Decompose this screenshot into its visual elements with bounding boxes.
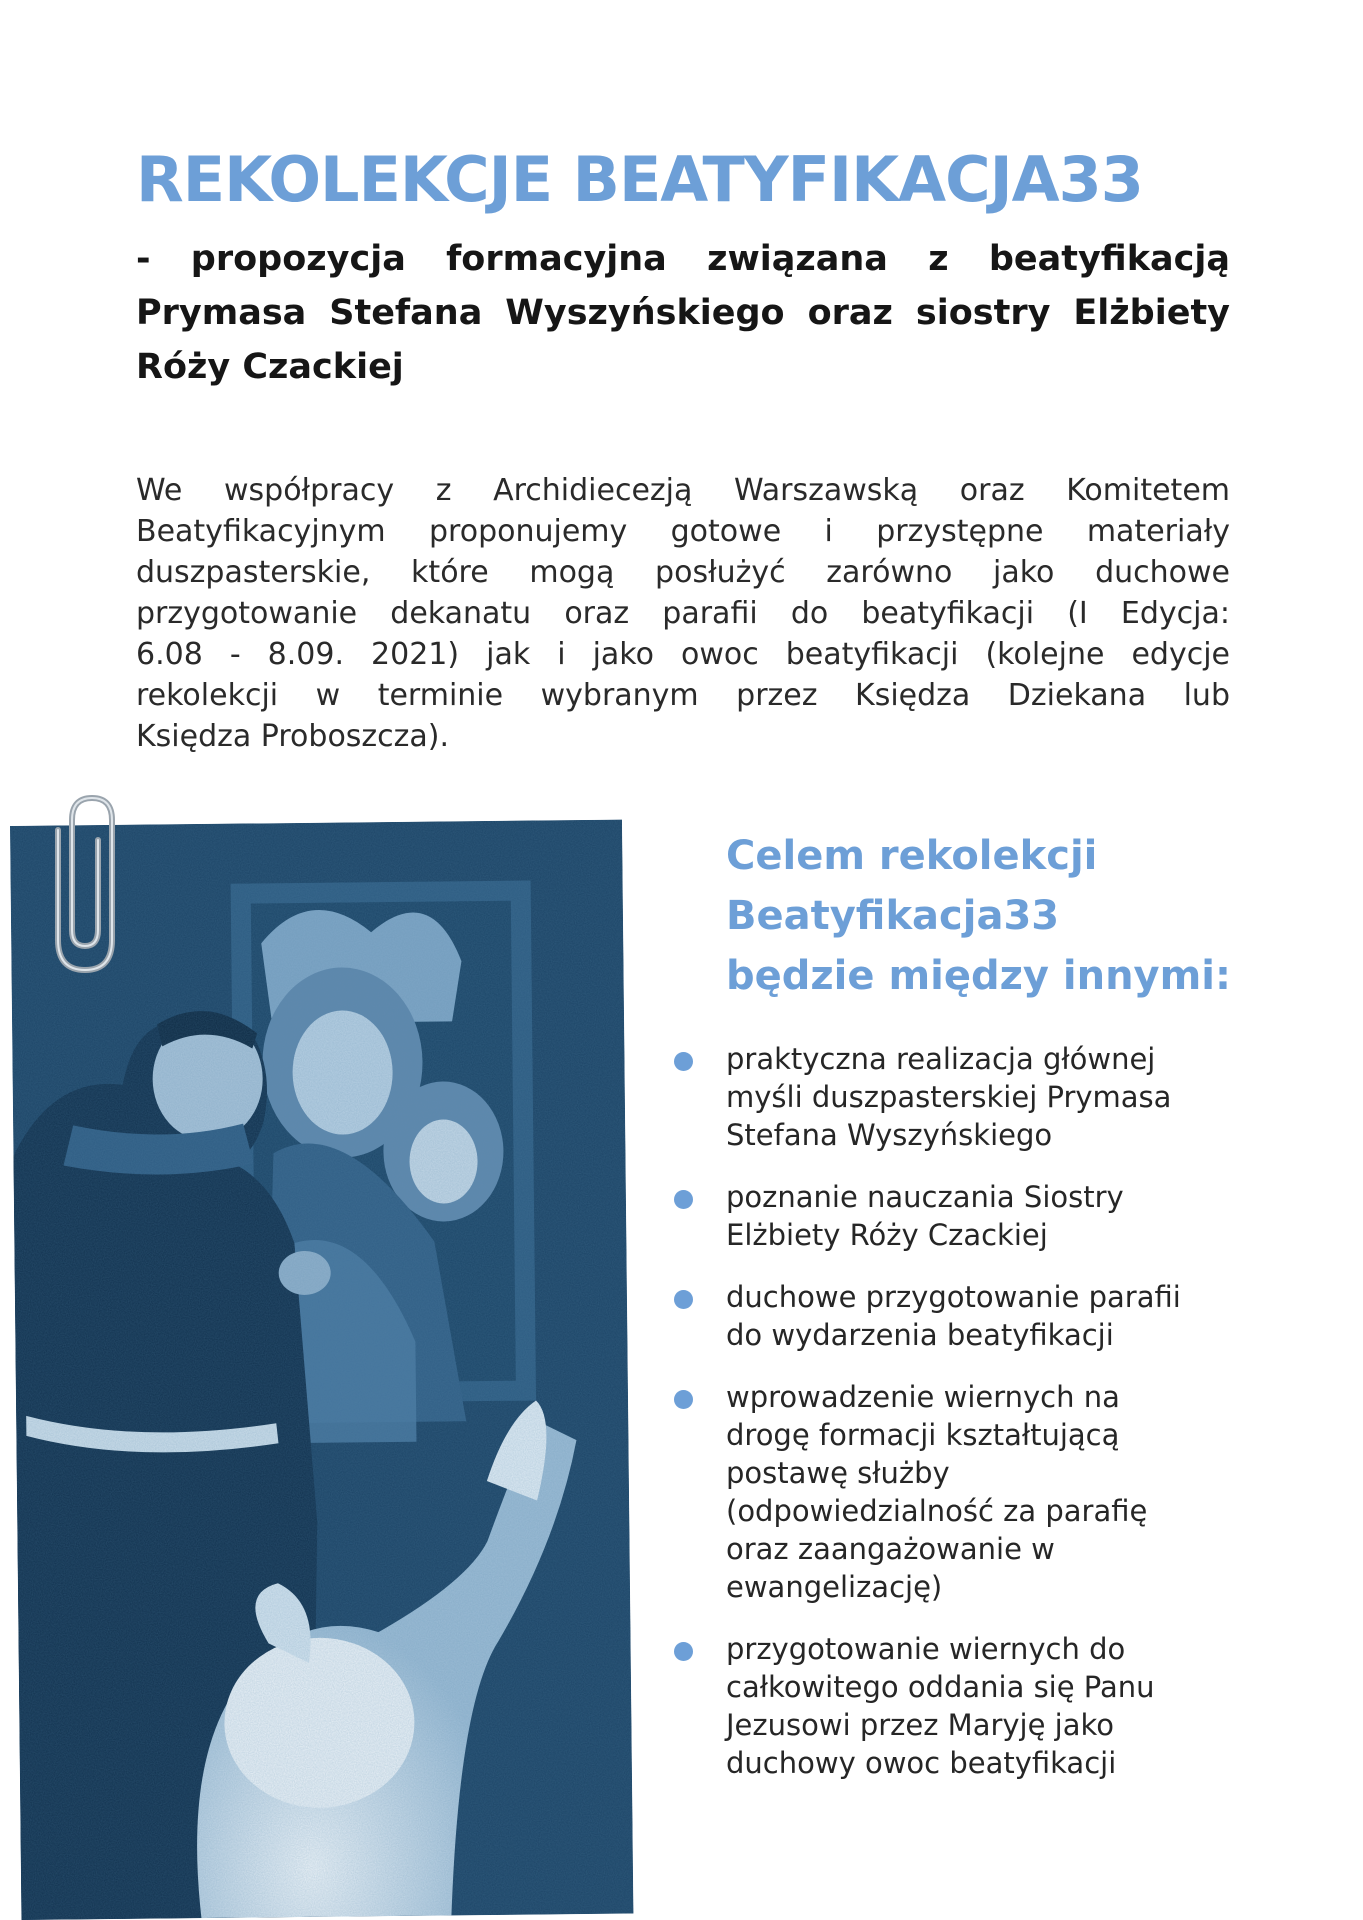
goal-line: drogę formacji kształtującą xyxy=(726,1418,1120,1452)
subtitle-line: Prymasa Stefana Wyszyńskiego oraz siostry Elżbiety xyxy=(136,293,1230,333)
subtitle-line: - propozycja formacyjna związana z beatyfikacją xyxy=(136,239,1230,279)
goal-text xyxy=(726,1378,1288,1606)
bullet-dot-icon xyxy=(674,1052,693,1071)
intro-line: rekolekcji w terminie wybranym przez Księdza Dziekana lub xyxy=(136,678,1230,713)
bullet-dot-icon xyxy=(674,1190,693,1209)
intro-line: Beatyfikacyjnym proponujemy gotowe i przystępne materiały xyxy=(136,514,1230,549)
bullet-dot-icon xyxy=(674,1390,693,1409)
goal-line: oraz zaangażowanie w xyxy=(726,1532,1055,1566)
goal-line: przygotowanie wiernych do xyxy=(726,1632,1126,1666)
goal-line: całkowitego oddania się Panu xyxy=(726,1670,1155,1704)
goal-item xyxy=(668,1378,1288,1606)
paperclip-icon xyxy=(30,790,130,990)
goal-line: do wydarzenia beatyfikacji xyxy=(726,1318,1114,1352)
bullet-dot-icon xyxy=(674,1290,693,1309)
goal-text xyxy=(726,1278,1288,1354)
goal-line: myśli duszpasterskiej Prymasa xyxy=(726,1080,1172,1114)
goal-line: duchowy owoc beatyfikacji xyxy=(726,1746,1117,1780)
goal-item xyxy=(668,1040,1288,1154)
intro-paragraph xyxy=(136,470,1230,757)
subtitle xyxy=(136,232,1230,394)
intro-line: Księdza Proboszcza). xyxy=(136,719,450,754)
page-title: REKOLEKCJE BEATYFIKACJA33 xyxy=(136,143,1143,216)
goals-heading xyxy=(726,826,1286,1006)
goals-heading-line: będzie między innymi: xyxy=(726,953,1231,999)
goal-item xyxy=(668,1278,1288,1354)
intro-line: We współpracy z Archidiecezją Warszawską oraz Komitetem xyxy=(136,473,1230,508)
goals-heading-line: Beatyfikacja33 xyxy=(726,893,1060,939)
goal-line: duchowe przygotowanie parafii xyxy=(726,1280,1181,1314)
goal-line: Elżbiety Róży Czackiej xyxy=(726,1218,1048,1252)
goal-line: (odpowiedzialność za parafię xyxy=(726,1494,1148,1528)
goals-heading-line: Celem rekolekcji xyxy=(726,833,1098,879)
goals-list xyxy=(668,1040,1288,1806)
goal-text xyxy=(726,1630,1288,1782)
goal-line: praktyczna realizacja głównej xyxy=(726,1042,1156,1076)
goal-line: ewangelizację) xyxy=(726,1570,943,1604)
goal-text xyxy=(726,1178,1288,1254)
goal-line: wprowadzenie wiernych na xyxy=(726,1380,1120,1414)
intro-line: 6.08 - 8.09. 2021) jak i jako owoc beatyfikacji (kolejne edycje xyxy=(136,637,1230,672)
goal-text xyxy=(726,1040,1288,1154)
bullet-dot-icon xyxy=(674,1642,693,1661)
goal-line: Stefana Wyszyńskiego xyxy=(726,1118,1053,1152)
goal-line: postawę służby xyxy=(726,1456,950,1490)
intro-line: przygotowanie dekanatu oraz parafii do beatyfikacji (I Edycja: xyxy=(136,596,1230,631)
intro-line: duszpasterskie, które mogą posłużyć zarówno jako duchowe xyxy=(136,555,1230,590)
goal-item xyxy=(668,1178,1288,1254)
goal-item xyxy=(668,1630,1288,1782)
subtitle-line: Róży Czackiej xyxy=(136,347,404,387)
goal-line: Jezusowi przez Maryję jako xyxy=(726,1708,1115,1742)
goal-line: poznanie nauczania Siostry xyxy=(726,1180,1124,1214)
